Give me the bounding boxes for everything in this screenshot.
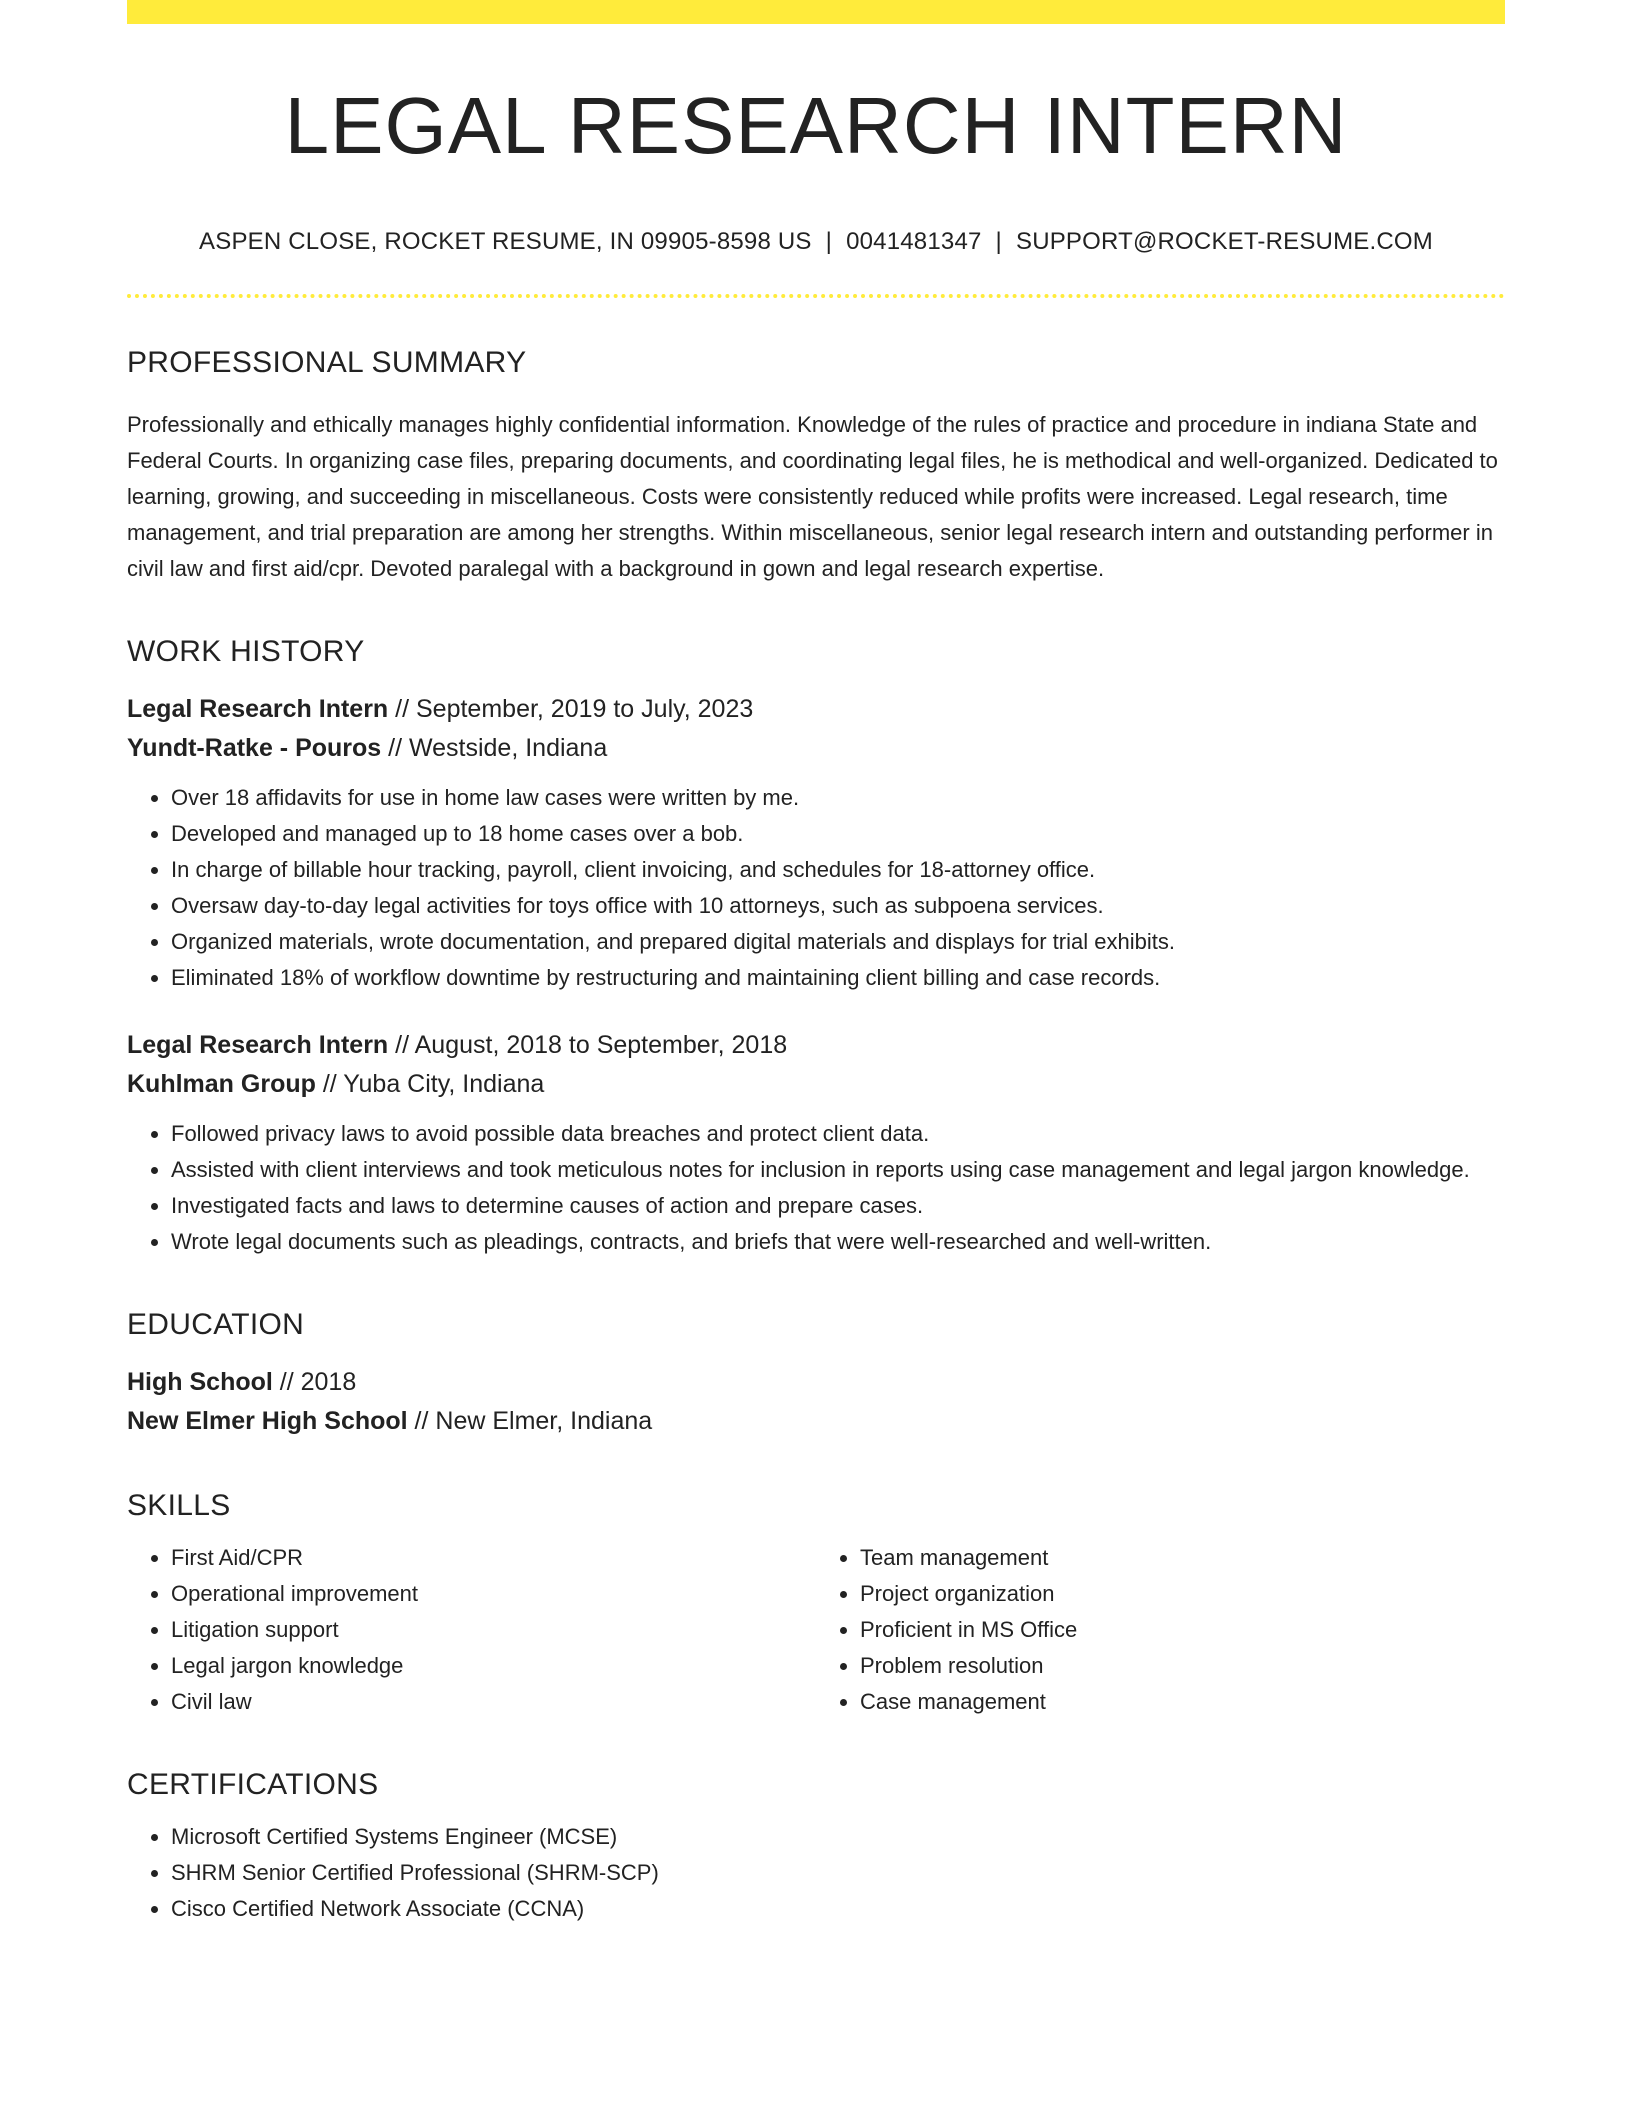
skill-item: • Team management — [860, 1540, 1505, 1576]
certifications-list — [127, 1819, 1505, 1927]
job-bullet: • Developed and managed up to 18 home cases over a bob. — [171, 816, 1505, 852]
skill-item: • Civil law — [171, 1684, 816, 1720]
job-bullet: • Eliminated 18% of workflow downtime by restructuring and maintaining client billing and case records. — [171, 960, 1505, 996]
skills-column-left — [127, 1540, 816, 1720]
job-location: // Westside, Indiana — [381, 734, 608, 762]
certification-item: • Microsoft Certified Systems Engineer (MCSE) — [171, 1819, 1505, 1855]
certifications-heading: CERTIFICATIONS — [127, 1768, 379, 1801]
contact-line — [127, 228, 1505, 256]
job-bullet: • Wrote legal documents such as pleadings, contracts, and briefs that were well-researched and well-written. — [171, 1224, 1505, 1260]
contact-separator: | — [995, 228, 1002, 255]
skills-column-right — [816, 1540, 1505, 1720]
job-company: Kuhlman Group — [127, 1070, 316, 1098]
job-bullets — [127, 1116, 1505, 1260]
certification-item: • SHRM Senior Certified Professional (SHRM-SCP) — [171, 1855, 1505, 1891]
job-company: Yundt-Ratke - Pouros — [127, 734, 382, 762]
job-bullet: • Over 18 affidavits for use in home law cases were written by me. — [171, 780, 1505, 816]
education-heading: EDUCATION — [127, 1308, 305, 1341]
job-bullet: • Assisted with client interviews and took meticulous notes for inclusion in reports using case management and legal jargon knowledge. — [171, 1152, 1505, 1188]
skill-item: • Project organization — [860, 1576, 1505, 1612]
job-title: Legal Research Intern — [127, 1031, 389, 1059]
skills-grid — [127, 1540, 1505, 1720]
skill-item: • Case management — [860, 1684, 1505, 1720]
job-entry — [127, 690, 1505, 996]
education-school: New Elmer High School — [127, 1407, 408, 1435]
contact-separator: | — [825, 228, 833, 255]
skills-section — [127, 1489, 1505, 1720]
contact-email: SUPPORT@ROCKET-RESUME.COM — [1015, 228, 1433, 255]
skill-item: • Problem resolution — [860, 1648, 1505, 1684]
job-bullets — [127, 780, 1505, 996]
education-degree: High School — [127, 1368, 273, 1396]
skill-item: • First Aid/CPR — [171, 1540, 816, 1576]
skill-item: • Proficient in MS Office — [860, 1612, 1505, 1648]
job-bullet: • Investigated facts and laws to determine causes of action and prepare cases. — [171, 1188, 1505, 1224]
job-header — [127, 690, 1505, 768]
summary-text: Professionally and ethically manages highly confidential information. Knowledge of the rules of practice and procedure in indiana State and Federal Courts. In organizing case files, preparing documents, and coordinating legal files, he is methodical and well-organized. Dedicated to learning, growing, and succeeding in miscellaneous. Costs were consistently reduced while profits were increased. Legal research, time management, and trial preparation are among her strengths. Within miscellaneous, senior legal research intern and outstanding performer in civil law and first aid/cpr. Devoted paralegal with a background in gown and legal research expertise. — [127, 412, 1498, 581]
skill-item: • Legal jargon knowledge — [171, 1648, 816, 1684]
job-bullet: • Oversaw day-to-day legal activities for toys office with 10 attorneys, such as subpoena services. — [171, 888, 1505, 924]
summary-section — [127, 346, 1505, 587]
certifications-section — [127, 1768, 1505, 1927]
education-section — [127, 1308, 1505, 1441]
skill-item: • Litigation support — [171, 1612, 816, 1648]
skill-item: • Operational improvement — [171, 1576, 816, 1612]
job-bullet: • Followed privacy laws to avoid possible data breaches and protect client data. — [171, 1116, 1505, 1152]
job-dates: // September, 2019 to July, 2023 — [388, 695, 754, 723]
education-location: // New Elmer, Indiana — [407, 1407, 653, 1435]
work-history-section — [127, 635, 1505, 1260]
job-entry — [127, 1026, 1505, 1260]
job-bullet: • In charge of billable hour tracking, payroll, client invoicing, and schedules for 18-attorney office. — [171, 852, 1505, 888]
candidate-title: LEGAL RESEARCH INTERN — [284, 81, 1348, 170]
job-header — [127, 1026, 1505, 1104]
resume-page — [127, 0, 1505, 1927]
job-dates: // August, 2018 to September, 2018 — [388, 1031, 788, 1059]
accent-top-bar — [127, 0, 1505, 24]
education-year: // 2018 — [272, 1368, 357, 1396]
certification-item: • Cisco Certified Network Associate (CCNA) — [171, 1891, 1505, 1927]
skills-heading: SKILLS — [127, 1489, 231, 1522]
job-location: // Yuba City, Indiana — [315, 1070, 545, 1098]
dotted-divider — [127, 294, 1505, 298]
job-bullet: • Organized materials, wrote documentation, and prepared digital materials and displays for trial exhibits. — [171, 924, 1505, 960]
education-entry — [127, 1363, 1505, 1441]
work-history-heading: WORK HISTORY — [127, 635, 365, 668]
contact-phone: 0041481347 — [846, 228, 982, 255]
job-title: Legal Research Intern — [127, 695, 389, 723]
summary-heading: PROFESSIONAL SUMMARY — [127, 346, 527, 379]
contact-address: ASPEN CLOSE, ROCKET RESUME, IN 09905-8598 US — [199, 228, 812, 255]
